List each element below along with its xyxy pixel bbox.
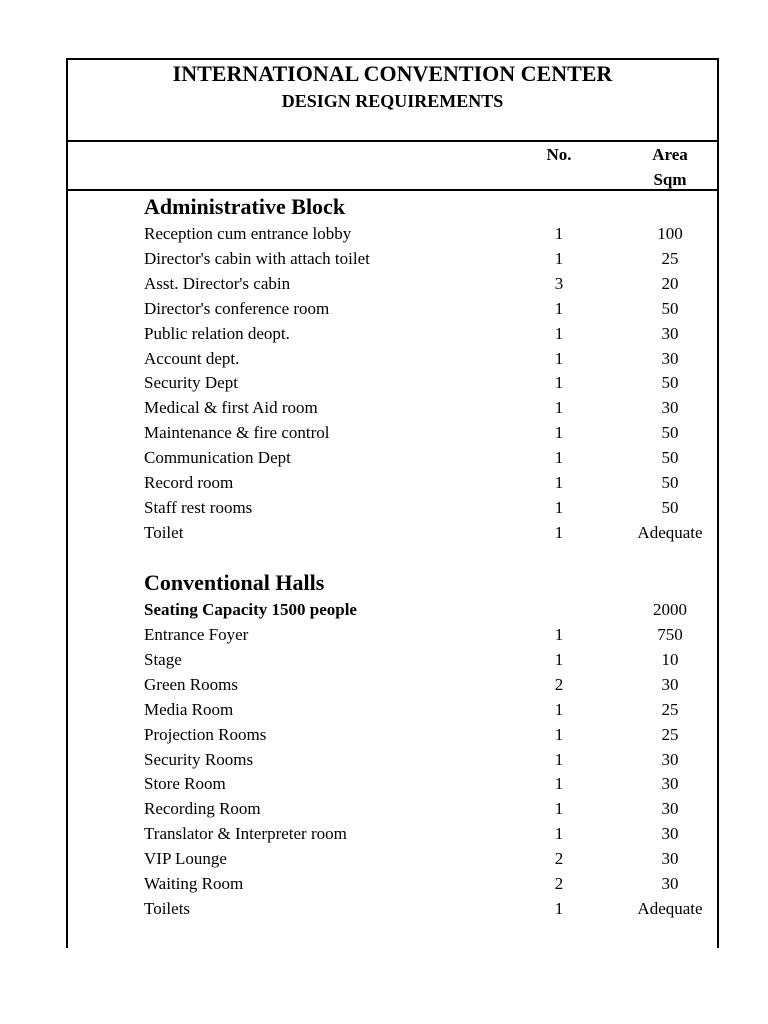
table-row	[144, 246, 724, 271]
row-count: 2	[554, 849, 564, 869]
row-area: Adequate	[637, 898, 703, 918]
row-count: 1	[554, 323, 564, 343]
row-name: Maintenance & fire control	[144, 423, 330, 443]
row-area: 30	[661, 398, 679, 418]
row-count: 1	[554, 699, 564, 719]
table-row	[144, 747, 724, 772]
row-area: 20	[661, 273, 679, 293]
row-name: Record room	[144, 473, 234, 492]
row-name: Reception cum entrance lobby	[144, 224, 352, 243]
row-name: Director's cabin with attach toilet	[144, 248, 370, 268]
table-row	[144, 321, 724, 346]
table-row	[144, 470, 724, 495]
row-count: 1	[554, 497, 564, 517]
table-row	[144, 420, 724, 445]
row-name: Director's conference room	[144, 298, 330, 318]
row-count: 1	[554, 824, 564, 844]
row-name: Store Room	[144, 774, 226, 794]
row-area: 50	[661, 448, 679, 468]
row-count: 1	[554, 448, 564, 468]
table-row	[144, 871, 724, 896]
seating-capacity-row	[144, 597, 724, 622]
document-title: INTERNATIONAL CONVENTION CENTER	[172, 61, 613, 86]
row-name: Account dept.	[144, 348, 240, 368]
table-row	[144, 896, 724, 921]
table-row	[144, 221, 724, 246]
row-count: 1	[554, 423, 564, 443]
table-row	[144, 370, 724, 395]
row-area: 25	[661, 724, 679, 744]
section-heading-administrative: Administrative Block	[144, 194, 346, 219]
row-count: 1	[554, 799, 564, 819]
row-count: 1	[554, 298, 564, 318]
table-row	[144, 771, 724, 796]
row-name: Security Rooms	[144, 749, 254, 769]
row-name: Projection Rooms	[144, 724, 267, 744]
row-area: 25	[661, 248, 679, 268]
row-area: 30	[661, 849, 679, 869]
row-name: Green Rooms	[144, 674, 238, 694]
row-area: 10	[661, 649, 679, 669]
row-area: 2000	[653, 600, 687, 619]
row-count: 1	[554, 373, 564, 393]
row-count: 1	[554, 625, 564, 644]
row-count: 2	[554, 874, 564, 893]
row-count: 3	[554, 273, 564, 293]
row-name: Translator & Interpreter room	[144, 824, 347, 844]
row-count: 1	[554, 398, 564, 418]
title-divider	[66, 140, 719, 142]
row-area: 50	[661, 298, 679, 318]
row-name: Communication Dept	[144, 448, 291, 468]
row-name: VIP Lounge	[144, 849, 227, 869]
row-area: 25	[661, 699, 679, 719]
row-name: Recording Room	[144, 799, 261, 819]
table-row	[144, 445, 724, 470]
table-row	[144, 495, 724, 520]
row-name: Staff rest rooms	[144, 497, 253, 517]
header-divider	[66, 189, 719, 191]
table-row	[144, 722, 724, 747]
row-count: 1	[554, 348, 564, 368]
table-row	[144, 672, 724, 697]
table-row	[144, 346, 724, 371]
table-row	[144, 647, 724, 672]
row-count: 1	[554, 224, 564, 243]
row-count: 1	[554, 473, 564, 492]
row-name: Toilet	[144, 522, 184, 542]
row-name: Asst. Director's cabin	[144, 273, 291, 293]
table-row	[144, 846, 724, 871]
table-row	[144, 622, 724, 647]
table-row	[144, 520, 724, 545]
row-area: 30	[661, 348, 679, 368]
table-row	[144, 395, 724, 420]
row-area: 30	[661, 824, 679, 844]
row-count: 1	[554, 749, 564, 769]
row-area: 30	[661, 323, 679, 343]
column-header-area: Area	[652, 145, 688, 164]
row-area: 30	[661, 749, 679, 769]
row-count: 1	[554, 898, 564, 918]
row-name: Waiting Room	[144, 874, 244, 893]
row-count: 1	[554, 774, 564, 794]
row-area: 50	[661, 497, 679, 517]
row-area: 30	[661, 874, 679, 893]
row-area: Adequate	[637, 522, 703, 542]
row-count: 1	[554, 248, 564, 268]
row-area: 50	[661, 373, 679, 393]
row-area: 750	[657, 625, 683, 644]
row-name: Stage	[144, 649, 182, 669]
table-row	[144, 697, 724, 722]
column-header-no: No.	[546, 145, 572, 164]
row-name: Media Room	[144, 699, 234, 719]
row-area: 100	[657, 224, 683, 243]
row-area: 30	[661, 674, 679, 694]
table-row	[144, 296, 724, 321]
row-area: 30	[661, 799, 679, 819]
table-border-left	[66, 58, 68, 948]
row-count: 1	[554, 724, 564, 744]
document-subtitle: DESIGN REQUIREMENTS	[281, 91, 504, 111]
row-count: 1	[554, 649, 564, 669]
column-header-area-unit: Sqm	[653, 170, 687, 189]
row-area: 50	[661, 473, 679, 492]
row-name: Security Dept	[144, 373, 238, 393]
row-name: Medical & first Aid room	[144, 398, 318, 418]
table-row	[144, 796, 724, 821]
table-row	[144, 271, 724, 296]
row-name: Toilets	[144, 898, 191, 918]
section-heading-conventional-halls: Conventional Halls	[144, 570, 325, 595]
row-area: 30	[661, 774, 679, 794]
row-count: 1	[554, 522, 564, 542]
row-count: 2	[554, 674, 564, 694]
row-area: 50	[661, 423, 679, 443]
table-row	[144, 821, 724, 846]
row-name: Public relation deopt.	[144, 323, 290, 343]
table-border-top	[66, 58, 719, 60]
row-name: Entrance Foyer	[144, 625, 249, 644]
row-name: Seating Capacity 1500 people	[144, 600, 357, 619]
